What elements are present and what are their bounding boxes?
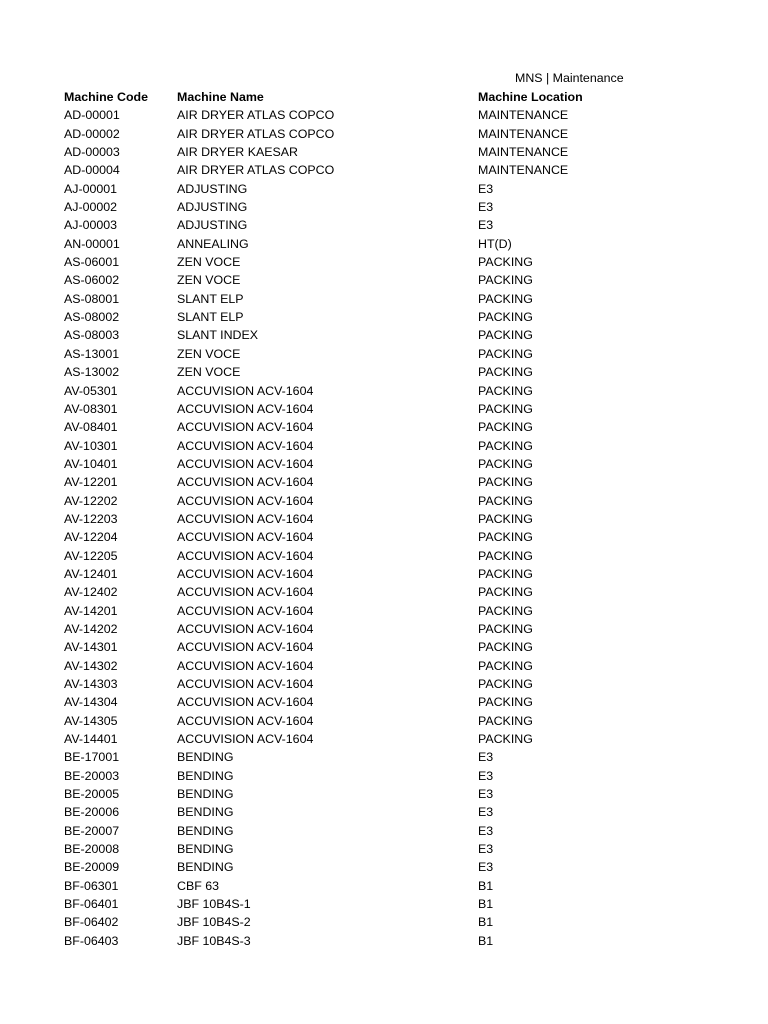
machine-location-cell: E3 bbox=[478, 823, 494, 838]
machine-name-cell: ACCUVISION ACV-1604 bbox=[177, 493, 314, 508]
machine-location-cell: PACKING bbox=[478, 420, 533, 435]
machine-name-cell: ACCUVISION ACV-1604 bbox=[177, 640, 314, 655]
table-row bbox=[64, 895, 704, 913]
machine-code-cell: AV-12401 bbox=[64, 566, 118, 581]
table-row bbox=[64, 326, 704, 344]
machine-location-cell: E3 bbox=[478, 860, 494, 875]
machine-location-cell: PACKING bbox=[478, 255, 533, 270]
machine-location-cell: PACKING bbox=[478, 438, 533, 453]
machine-location-cell: MAINTENANCE bbox=[478, 145, 569, 160]
machine-name-cell: ACCUVISION ACV-1604 bbox=[177, 530, 314, 545]
machine-code-cell: AV-12203 bbox=[64, 511, 118, 526]
machine-code-cell: AV-10301 bbox=[64, 438, 118, 453]
machine-location-cell: PACKING bbox=[478, 713, 533, 728]
machine-name-cell: ACCUVISION ACV-1604 bbox=[177, 383, 314, 398]
machine-location-cell: HT(D) bbox=[478, 236, 512, 251]
table-row bbox=[64, 748, 704, 766]
table-row bbox=[64, 822, 704, 840]
table-row bbox=[64, 400, 704, 418]
machine-name-cell: SLANT INDEX bbox=[177, 328, 259, 343]
machine-code-cell: AV-14202 bbox=[64, 621, 118, 636]
machine-code-cell: AS-13001 bbox=[64, 346, 120, 361]
table-row bbox=[64, 308, 704, 326]
table-row bbox=[64, 437, 704, 455]
machine-location-cell: E3 bbox=[478, 750, 494, 765]
table-row bbox=[64, 143, 704, 161]
machine-location-cell: E3 bbox=[478, 787, 494, 802]
table-row bbox=[64, 803, 704, 821]
machine-name-cell: AIR DRYER ATLAS COPCO bbox=[177, 163, 335, 178]
machine-location-cell: PACKING bbox=[478, 456, 533, 471]
machine-code-cell: AD-00003 bbox=[64, 145, 120, 160]
machine-name-cell: ACCUVISION ACV-1604 bbox=[177, 713, 314, 728]
machine-code-cell: AV-12402 bbox=[64, 585, 118, 600]
machine-name-cell: ZEN VOCE bbox=[177, 255, 241, 270]
table-row bbox=[64, 565, 704, 583]
table-row bbox=[64, 675, 704, 693]
machine-name-cell: SLANT ELP bbox=[177, 291, 244, 306]
machine-location-cell: E3 bbox=[478, 181, 494, 196]
machine-code-cell: BF-06401 bbox=[64, 897, 119, 912]
column-header-machine-name: Machine Name bbox=[177, 90, 264, 104]
machine-name-cell: JBF 10B4S-3 bbox=[177, 933, 251, 948]
machine-name-cell: ACCUVISION ACV-1604 bbox=[177, 658, 314, 673]
machine-location-cell: MAINTENANCE bbox=[478, 163, 569, 178]
machine-code-cell: AD-00004 bbox=[64, 163, 120, 178]
machine-name-cell: ACCUVISION ACV-1604 bbox=[177, 585, 314, 600]
machine-location-cell: PACKING bbox=[478, 621, 533, 636]
machine-code-cell: AN-00001 bbox=[64, 236, 120, 251]
table-row bbox=[64, 216, 704, 234]
table-row bbox=[64, 693, 704, 711]
machine-location-cell: PACKING bbox=[478, 732, 533, 747]
table-row bbox=[64, 125, 704, 143]
machine-name-cell: AIR DRYER ATLAS COPCO bbox=[177, 126, 335, 141]
machine-code-cell: AV-10401 bbox=[64, 456, 118, 471]
machine-code-cell: AS-06001 bbox=[64, 255, 120, 270]
machine-name-cell: AIR DRYER KAESAR bbox=[177, 145, 298, 160]
machine-code-cell: BE-20007 bbox=[64, 823, 120, 838]
machine-name-cell: BENDING bbox=[177, 805, 234, 820]
machine-name-cell: ACCUVISION ACV-1604 bbox=[177, 420, 314, 435]
table-row bbox=[64, 785, 704, 803]
machine-name-cell: ZEN VOCE bbox=[177, 365, 241, 380]
machine-code-cell: AV-14401 bbox=[64, 732, 118, 747]
machine-location-cell: PACKING bbox=[478, 310, 533, 325]
machine-name-cell: ACCUVISION ACV-1604 bbox=[177, 456, 314, 471]
machine-code-cell: AV-08401 bbox=[64, 420, 118, 435]
table-row bbox=[64, 161, 704, 179]
machine-name-cell: JBF 10B4S-2 bbox=[177, 915, 251, 930]
machine-location-cell: PACKING bbox=[478, 677, 533, 691]
table-row bbox=[64, 730, 704, 748]
machine-location-cell: PACKING bbox=[478, 640, 533, 655]
machine-name-cell: BENDING bbox=[177, 768, 234, 783]
machine-code-cell: AS-06002 bbox=[64, 273, 120, 288]
table-row bbox=[64, 198, 704, 216]
machine-code-cell: BF-06403 bbox=[64, 933, 119, 948]
machine-code-cell: BF-06402 bbox=[64, 915, 119, 930]
machine-location-cell: PACKING bbox=[478, 401, 533, 416]
machine-location-cell: PACKING bbox=[478, 291, 533, 306]
column-header-machine-location: Machine Location bbox=[478, 90, 583, 104]
column-header-machine-code: Machine Code bbox=[64, 90, 148, 104]
machine-name-cell: ACCUVISION ACV-1604 bbox=[177, 695, 314, 710]
machine-code-cell: BE-20009 bbox=[64, 860, 120, 875]
table-row bbox=[64, 657, 704, 675]
machine-name-cell: ADJUSTING bbox=[177, 200, 248, 215]
table-row bbox=[64, 455, 704, 473]
machine-code-cell: AJ-00002 bbox=[64, 200, 118, 215]
machine-location-cell: PACKING bbox=[478, 548, 533, 563]
machine-code-cell: AV-05301 bbox=[64, 383, 118, 398]
machine-code-cell: BE-20005 bbox=[64, 787, 120, 802]
table-header-row bbox=[64, 88, 704, 106]
machine-location-cell: E3 bbox=[478, 805, 494, 820]
table-row bbox=[64, 932, 704, 950]
machine-name-cell: ZEN VOCE bbox=[177, 273, 241, 288]
table-row bbox=[64, 290, 704, 308]
table-row bbox=[64, 547, 704, 565]
machine-code-cell: BF-06301 bbox=[64, 878, 119, 893]
machine-code-cell: AV-14304 bbox=[64, 695, 118, 710]
machine-name-cell: BENDING bbox=[177, 860, 234, 875]
machine-name-cell: ACCUVISION ACV-1604 bbox=[177, 548, 314, 563]
machine-code-cell: AS-08002 bbox=[64, 310, 120, 325]
table-row bbox=[64, 345, 704, 363]
machine-code-cell: BE-17001 bbox=[64, 750, 120, 765]
machine-code-cell: AD-00001 bbox=[64, 108, 120, 123]
table-row bbox=[64, 767, 704, 785]
table-row bbox=[64, 602, 704, 620]
table-row bbox=[64, 840, 704, 858]
machine-location-cell: PACKING bbox=[478, 695, 533, 710]
machine-name-cell: ACCUVISION ACV-1604 bbox=[177, 511, 314, 526]
machine-name-cell: ACCUVISION ACV-1604 bbox=[177, 603, 314, 618]
machine-location-cell: PACKING bbox=[478, 603, 533, 618]
machine-name-cell: ACCUVISION ACV-1604 bbox=[177, 621, 314, 636]
machine-location-cell: B1 bbox=[478, 933, 494, 948]
table-row bbox=[64, 235, 704, 253]
table-row bbox=[64, 106, 704, 124]
machine-name-cell: ACCUVISION ACV-1604 bbox=[177, 475, 314, 490]
machine-name-cell: BENDING bbox=[177, 787, 234, 802]
machine-name-cell: BENDING bbox=[177, 750, 234, 765]
machine-location-cell: E3 bbox=[478, 768, 494, 783]
machine-name-cell: JBF 10B4S-1 bbox=[177, 897, 251, 912]
table-row bbox=[64, 583, 704, 601]
machine-location-cell: PACKING bbox=[478, 383, 533, 398]
table-row bbox=[64, 638, 704, 656]
machine-name-cell: ACCUVISION ACV-1604 bbox=[177, 732, 314, 747]
machine-name-cell: ACCUVISION ACV-1604 bbox=[177, 677, 314, 691]
machine-code-cell: AV-14302 bbox=[64, 658, 118, 673]
machine-code-cell: AV-12204 bbox=[64, 530, 118, 545]
page-header: MNS | Maintenance bbox=[515, 71, 624, 85]
machine-code-cell: AS-08003 bbox=[64, 328, 120, 343]
table-body bbox=[64, 106, 704, 950]
machine-code-cell: AV-14303 bbox=[64, 677, 118, 691]
machine-name-cell: CBF 63 bbox=[177, 878, 220, 893]
machine-name-cell: AIR DRYER ATLAS COPCO bbox=[177, 108, 335, 123]
machine-code-cell: AJ-00001 bbox=[64, 181, 118, 196]
machine-code-cell: AV-14301 bbox=[64, 640, 118, 655]
machine-location-cell: E3 bbox=[478, 218, 494, 233]
machine-name-cell: SLANT ELP bbox=[177, 310, 244, 325]
machine-name-cell: ADJUSTING bbox=[177, 181, 248, 196]
machine-name-cell: ADJUSTING bbox=[177, 218, 248, 233]
machine-code-cell: AV-12201 bbox=[64, 475, 118, 490]
machine-code-cell: BE-20003 bbox=[64, 768, 120, 783]
machine-code-cell: AV-12205 bbox=[64, 548, 118, 563]
machine-location-cell: PACKING bbox=[478, 273, 533, 288]
machine-name-cell: ACCUVISION ACV-1604 bbox=[177, 566, 314, 581]
table-row bbox=[64, 382, 704, 400]
machine-location-cell: PACKING bbox=[478, 511, 533, 526]
machine-location-cell: PACKING bbox=[478, 658, 533, 673]
table-row bbox=[64, 620, 704, 638]
machine-code-cell: BE-20008 bbox=[64, 842, 120, 857]
machine-code-cell: BE-20006 bbox=[64, 805, 120, 820]
machine-location-cell: PACKING bbox=[478, 346, 533, 361]
machine-code-cell: AV-14305 bbox=[64, 713, 118, 728]
machine-code-cell: AV-12202 bbox=[64, 493, 118, 508]
machine-name-cell: BENDING bbox=[177, 842, 234, 857]
machine-location-cell: B1 bbox=[478, 878, 494, 893]
machine-location-cell: PACKING bbox=[478, 530, 533, 545]
machine-location-cell: MAINTENANCE bbox=[478, 126, 569, 141]
machine-code-cell: AS-08001 bbox=[64, 291, 120, 306]
table-row bbox=[64, 271, 704, 289]
machine-name-cell: ANNEALING bbox=[177, 236, 249, 251]
machine-location-cell: PACKING bbox=[478, 585, 533, 600]
machine-code-cell: AV-14201 bbox=[64, 603, 118, 618]
machine-location-cell: B1 bbox=[478, 915, 494, 930]
machine-location-cell: E3 bbox=[478, 200, 494, 215]
table-row bbox=[64, 913, 704, 931]
machine-code-cell: AS-13002 bbox=[64, 365, 120, 380]
table-row bbox=[64, 418, 704, 436]
machine-location-cell: E3 bbox=[478, 842, 494, 857]
machine-name-cell: ACCUVISION ACV-1604 bbox=[177, 438, 314, 453]
table-row bbox=[64, 877, 704, 895]
machine-location-cell: B1 bbox=[478, 897, 494, 912]
machine-code-cell: AD-00002 bbox=[64, 126, 120, 141]
table-row bbox=[64, 712, 704, 730]
machine-name-cell: BENDING bbox=[177, 823, 234, 838]
machine-name-cell: ACCUVISION ACV-1604 bbox=[177, 401, 314, 416]
machine-location-cell: PACKING bbox=[478, 365, 533, 380]
machine-location-cell: PACKING bbox=[478, 475, 533, 490]
table-row bbox=[64, 510, 704, 528]
table-row bbox=[64, 180, 704, 198]
machine-location-cell: PACKING bbox=[478, 493, 533, 508]
machine-code-cell: AV-08301 bbox=[64, 401, 118, 416]
table-row bbox=[64, 492, 704, 510]
table-row bbox=[64, 363, 704, 381]
table-row bbox=[64, 473, 704, 491]
machine-code-cell: AJ-00003 bbox=[64, 218, 118, 233]
machine-table bbox=[64, 88, 704, 950]
table-row bbox=[64, 528, 704, 546]
table-row bbox=[64, 858, 704, 876]
table-row bbox=[64, 253, 704, 271]
machine-name-cell: ZEN VOCE bbox=[177, 346, 241, 361]
machine-location-cell: MAINTENANCE bbox=[478, 108, 569, 123]
machine-location-cell: PACKING bbox=[478, 328, 533, 343]
machine-location-cell: PACKING bbox=[478, 566, 533, 581]
